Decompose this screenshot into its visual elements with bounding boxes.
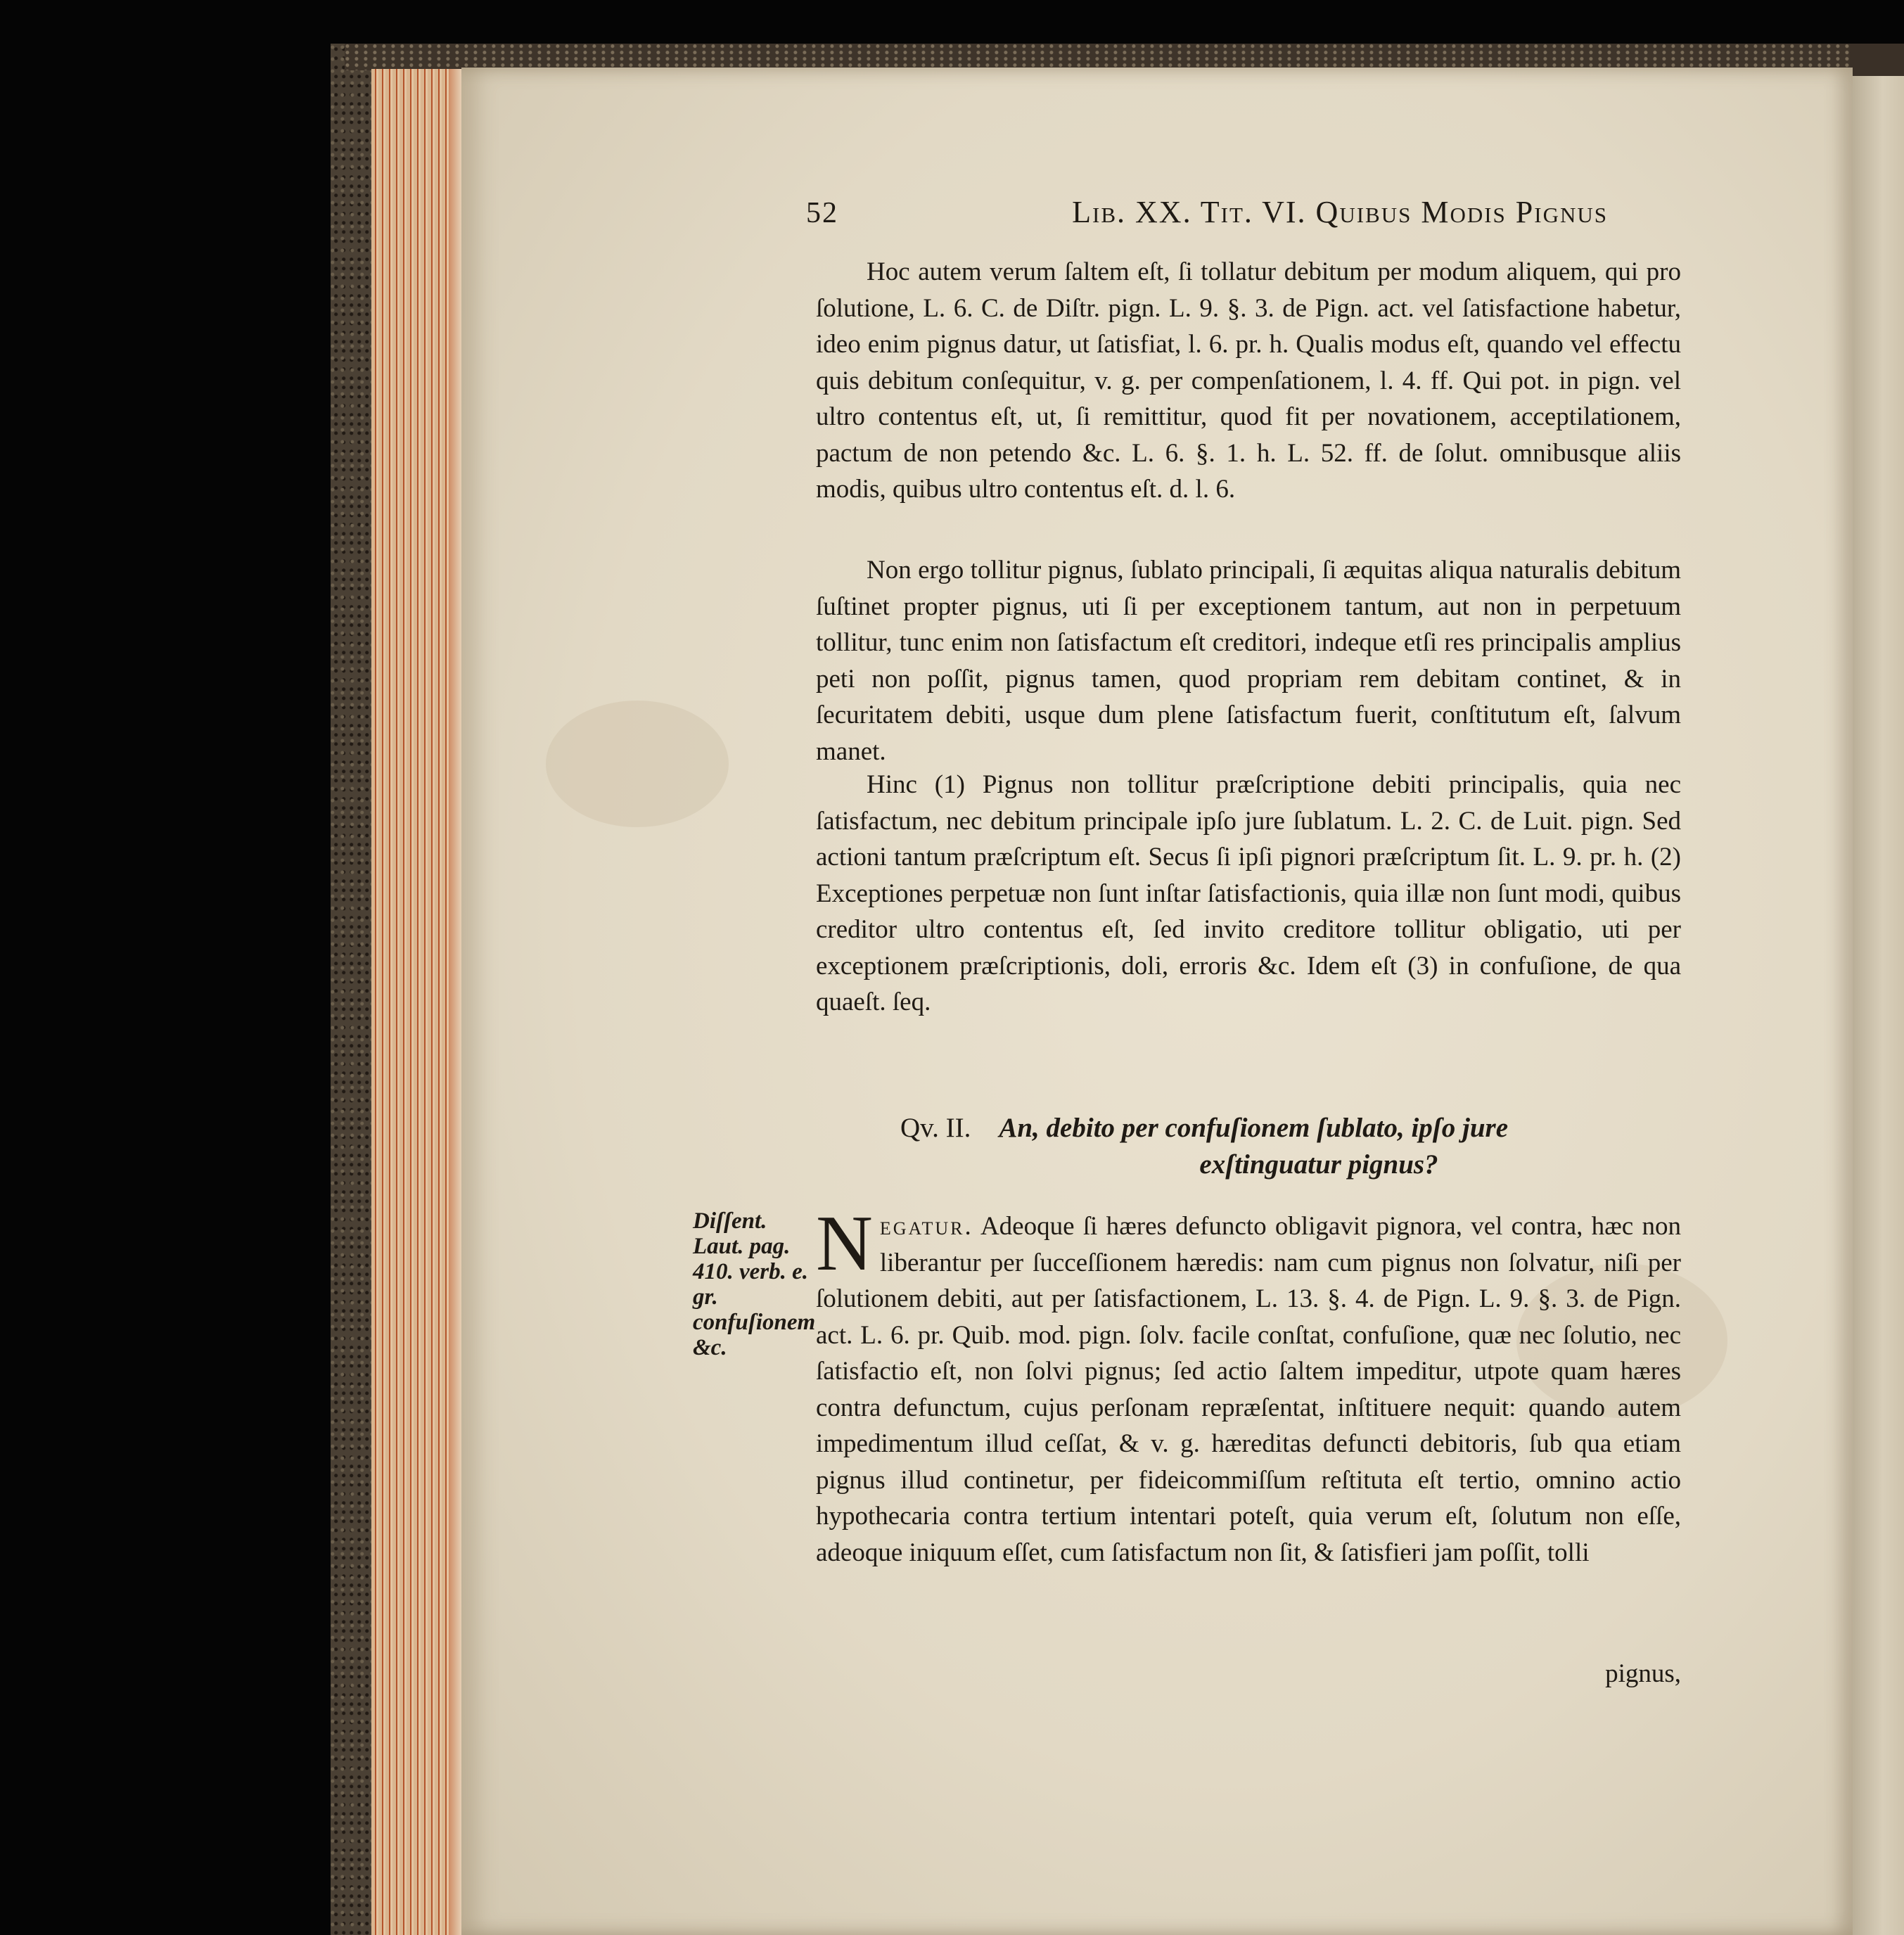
body-paragraph: [816, 254, 1681, 508]
paragraph-text: Hoc autem verum ſaltem eſt, ſi tollatur debitum per modum aliquem, qui pro ſolutione, L. 6. C. de Diſtr. pign. L. 9. §. 3. de Pign. act. vel ſatisfactione habetur, ideo enim pignus datur, ut ſatisfiat, l. 6. pr. h. Qualis modus eſt, quando vel effectu quis debitum conſequitur, v. g. per compenſationem, l. 4. ff. Qui pot. in pign. vel ultro contentus eſt, ut, ſi remittitur, quod fit per novationem, acceptilationem, pactum de non petendo &c. L. 6. §. 1. h. L. 52. ff. de ſolut. omnibusque aliis modis, quibus ultro contentus eſt. d. l. 6.: [816, 257, 1681, 504]
paragraph-text: Non ergo tollitur pignus, ſublato principali, ſi æquitas aliqua naturalis debitum ſuſtinet propter pignus, uti ſi per exceptionem tantum, aut non in perpetuum tollitur, tunc enim non ſatisfactum eſt creditori, indeque etſi res principalis amplius peti non poſſit, pignus tamen, quod propriam rem debitam continet, & in ſecuritatem debiti, usque dum plene ſatisfactum fuerit, conſtitutum eſt, ſalvum manet.: [816, 556, 1681, 766]
paragraph-text: Hinc (1) Pignus non tollitur præſcriptione debiti principalis, quia nec ſatisfactum, nec debitum principale ipſo jure ſublatum. L. 2. C. de Luit. pign. Sed actioni tantum præſcriptum eſt. Secus ſi ipſi pignori præſcriptum ſit. L. 9. pr. h. (2) Exceptiones perpetuæ non ſunt inſtar ſatisfactionis, quia illæ non ſunt modi, quibus creditor ultro contentus eſt, ſed invito creditore tollitur obligatio, uti per exceptionem præſcriptionis, doli, erroris &c. Idem eſt (3) in confuſione, de qua quaeſt. ſeq.: [816, 770, 1681, 1016]
question-text-line1: An, debito per confuſionem ſublato, ipſo jure: [999, 1113, 1509, 1143]
paper-stain: [546, 701, 729, 827]
cover-edge: [331, 44, 374, 1935]
running-head: [806, 194, 1608, 236]
answer-text: Adeoque ſi hæres defuncto obligavit pignora, vel contra, hæc non liberantur per ſucceſſionem hæredis: nam cum pignus non ſolvatur, niſi per ſolutionem debiti, aut per ſatisfactionem, L. 13. §. 4. de Pign. L. 9. §. 3. de Pign. act. L. 6. pr. Quib. mod. pign. ſolv. facile conſtat, confuſione, quæ nec ſolutio, nec ſatisfactio eſt, non ſolvi pignus; ſed actio ſaltem impeditur, utpote quam hæres contra defunctum, cujus perſonam repræſentat, inſtituere nequit: quando autem impedimentum illud ceſſat, & v. g. hæreditas defuncti debitoris, ſub qua etiam pignus illud continetur, per fideicommiſſum reſtituta eſt tertio, omnino actio hypothecaria contra tertium intentari poteſt, quia verum eſt, ſolutum non eſſe, adeoque iniquum eſſet, cum ſatisfactum non ſit, & ſatisfieri jam poſſit, tolli: [816, 1212, 1681, 1567]
body-paragraph: [816, 767, 1681, 1021]
catchword: pignus,: [1605, 1659, 1681, 1688]
page-number: 52: [806, 197, 838, 229]
drop-cap: N: [816, 1200, 873, 1287]
top-board-edge: [345, 44, 1850, 70]
body-paragraph: [816, 552, 1681, 769]
answer-text-container: [816, 1200, 1681, 1571]
question-text-line2: exſtinguatur pignus?: [1199, 1149, 1438, 1180]
question-label: Qv. II.: [900, 1113, 971, 1143]
margin-note: Diſſent. Laut. pag. 410. verb. e. gr. confuſionem &c.: [693, 1208, 816, 1360]
facing-page-edge: [1851, 76, 1904, 1935]
answer-paragraph: [816, 1200, 1681, 1571]
answer-lead-word: egatur.: [879, 1212, 973, 1241]
page-edge-stack: [371, 69, 461, 1935]
running-title: Lib. XX. Tit. VI. Quibus Modis Pignus: [1072, 195, 1608, 229]
question-heading: [900, 1110, 1646, 1183]
